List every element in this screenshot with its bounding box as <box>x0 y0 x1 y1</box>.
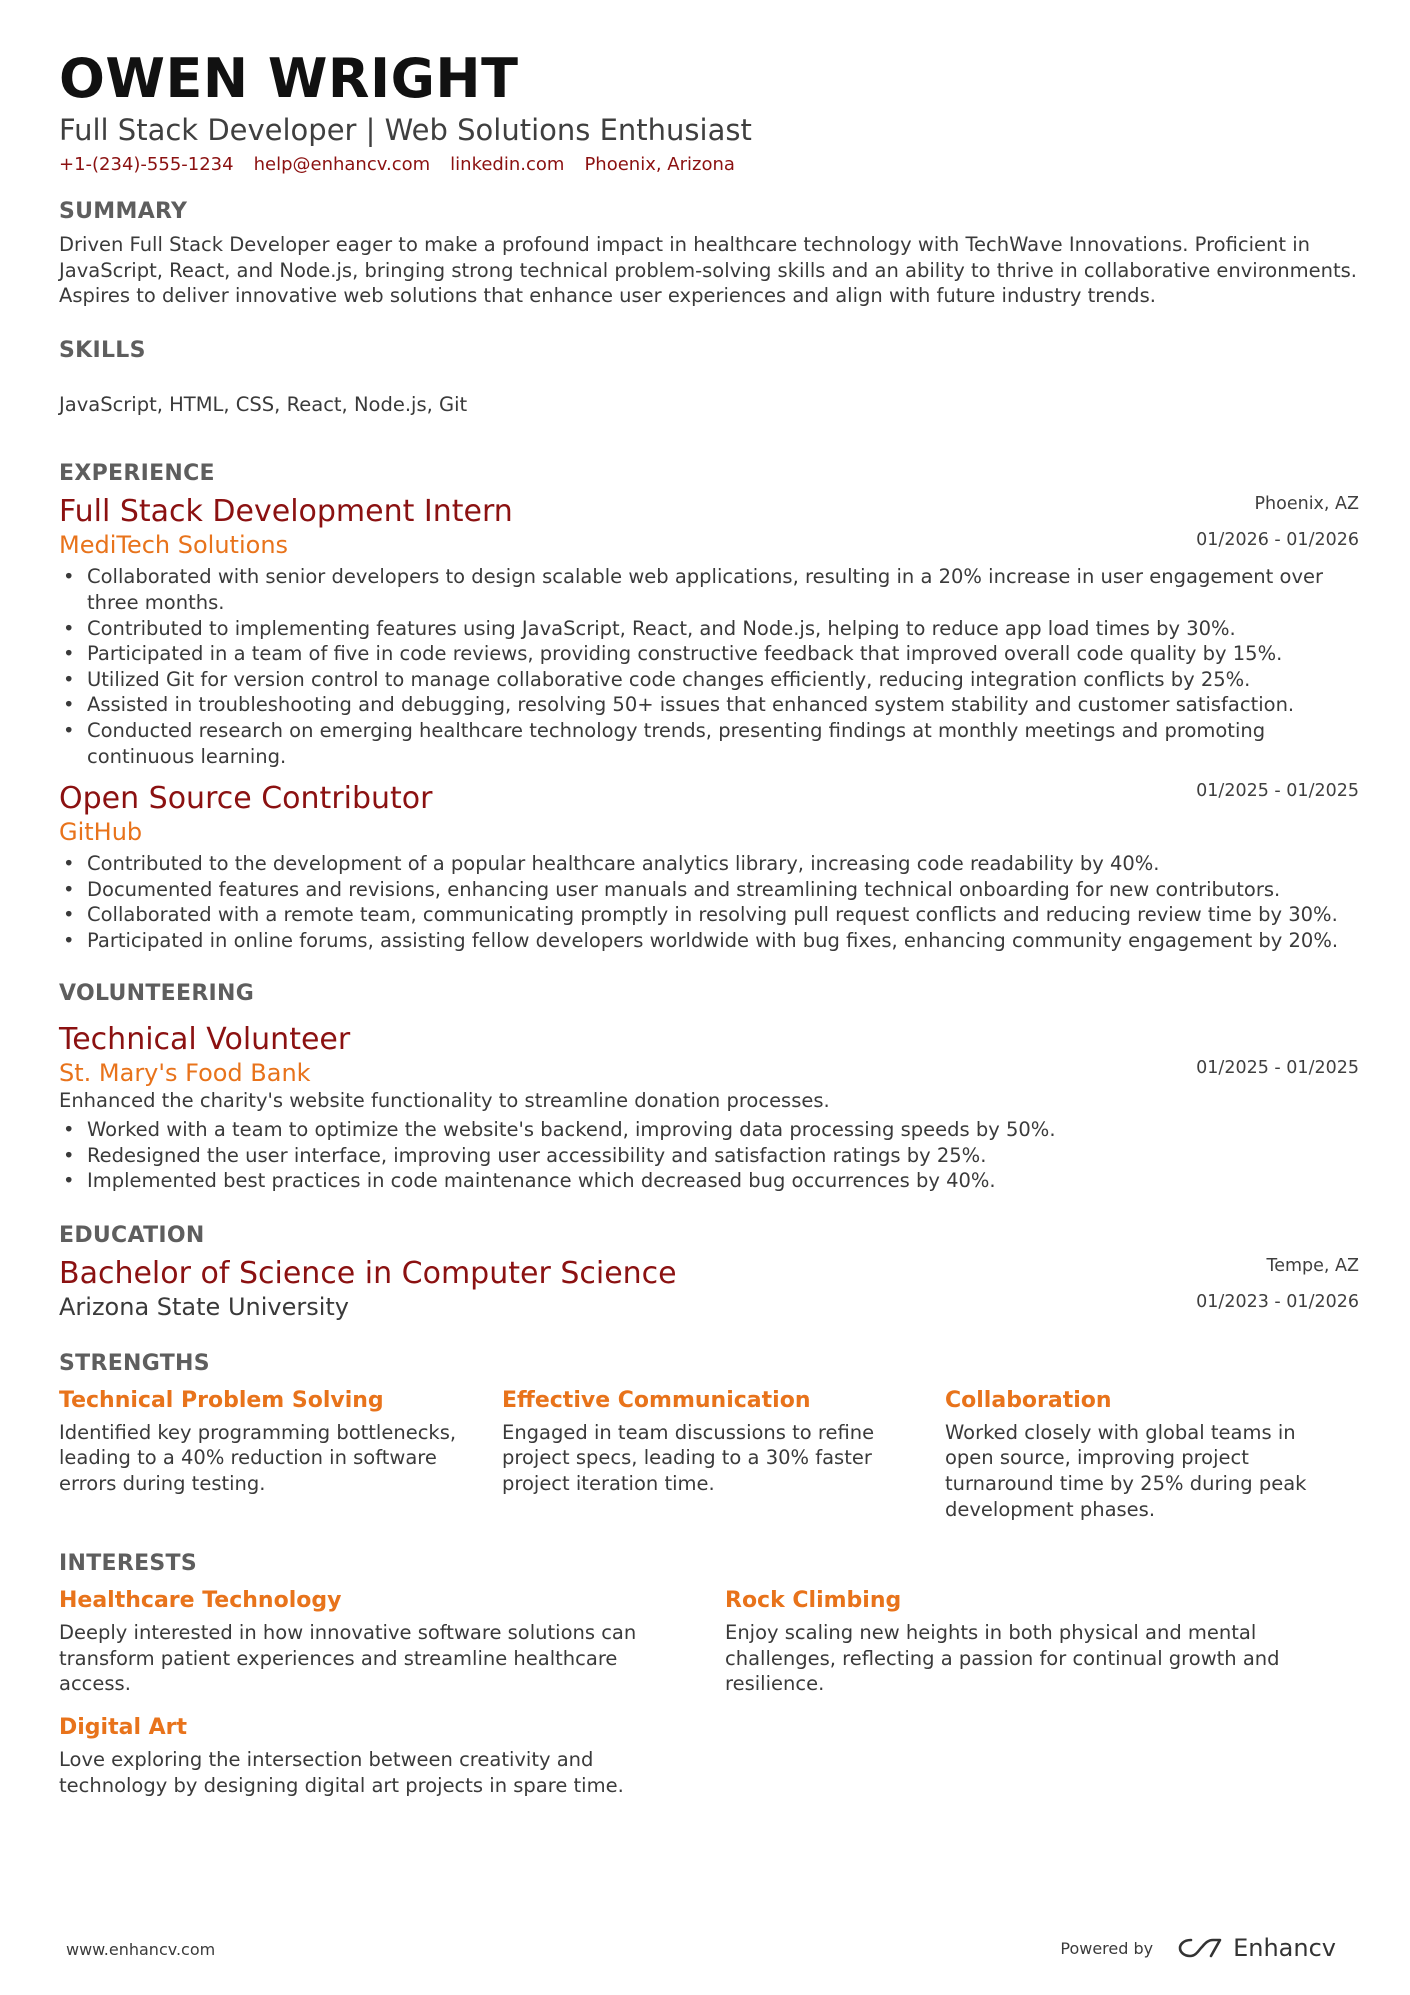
contact-location: Phoenix, Arizona <box>584 154 735 175</box>
brand-logo[interactable] <box>1177 1934 1336 1962</box>
brand-name: Enhancv <box>1233 1934 1336 1962</box>
candidate-title: Full Stack Developer | Web Solutions Enthusiast <box>59 113 752 147</box>
interest-text: Love exploring the intersection between creativity and technology by designing digital art projects in spare time. <box>59 1748 624 1797</box>
experience-entry <box>59 494 1359 769</box>
bullet-item: • Worked with a team to optimize the website's backend, improving data processing speeds by 50%. <box>59 1117 1359 1143</box>
volunteering-heading: VOLUNTEERING <box>59 980 255 1006</box>
skills-text: JavaScript, HTML, CSS, React, Node.js, Git <box>59 392 468 416</box>
strength-title: Technical Problem Solving <box>59 1387 384 1413</box>
interest-card <box>725 1586 1285 1697</box>
entry-dates: 01/2025 - 01/2025 <box>1196 1057 1359 1078</box>
strengths-heading: STRENGTHS <box>59 1350 210 1376</box>
strength-text: Identified key programming bottlenecks, leading to a 40% reduction in software errors during testing. <box>59 1420 457 1496</box>
footer-branding <box>1060 1934 1336 1962</box>
bullet-item: • Collaborated with a remote team, communicating promptly in resolving pull request conflicts and reducing review time by 30%. <box>59 902 1359 928</box>
powered-by-label: Powered by <box>1060 1938 1154 1958</box>
skills-section <box>59 337 1359 418</box>
education-entry <box>59 1256 1359 1322</box>
interest-title: Rock Climbing <box>725 1588 902 1614</box>
contact-row <box>59 152 1359 178</box>
entry-bullets <box>59 1117 1359 1194</box>
strength-card <box>59 1386 459 1522</box>
bullet-item: • Utilized Git for version control to manage collaborative code changes efficiently, reducing integration conflicts by 25%. <box>59 667 1359 693</box>
summary-section <box>59 198 1359 309</box>
skills-heading: SKILLS <box>59 337 146 363</box>
entry-role: Full Stack Development Intern <box>59 494 513 530</box>
strength-card <box>502 1386 902 1522</box>
candidate-name: OWEN WRIGHT <box>59 47 519 110</box>
resume-page <box>59 48 1359 1798</box>
interest-card <box>59 1713 683 1798</box>
experience-heading: EXPERIENCE <box>59 461 215 487</box>
strength-title: Effective Communication <box>502 1387 811 1413</box>
bullet-item: • Assisted in troubleshooting and debugging, resolving 50+ issues that enhanced system stability and customer satisfaction. <box>59 692 1359 718</box>
interest-title: Healthcare Technology <box>59 1588 342 1614</box>
contact-linkedin[interactable]: linkedin.com <box>450 154 565 175</box>
summary-text: Driven Full Stack Developer eager to make a profound impact in healthcare technology with TechWave Innovations. Proficient in JavaScript, React, and Node.js, bringing strong technical problem-solving skills and an ability to thrive in collaborative environments. Aspires to deliver innovative web solutions that enhance user experiences and align with future industry trends. <box>59 233 1357 308</box>
enhancv-logo-icon <box>1177 1936 1223 1960</box>
entry-organization: St. Mary's Food Bank <box>59 1058 311 1087</box>
entry-location: Tempe, AZ <box>1266 1255 1359 1276</box>
entry-school: Arizona State University <box>59 1292 350 1321</box>
entry-dates: 01/2025 - 01/2025 <box>1196 781 1359 802</box>
contact-email[interactable]: help@enhancv.com <box>253 154 431 175</box>
bullet-item: • Contributed to implementing features using JavaScript, React, and Node.js, helping to reduce app load times by 30%. <box>59 616 1359 642</box>
bullet-item: • Participated in online forums, assisting fellow developers worldwide with bug fixes, enhancing community engagement by 20%. <box>59 928 1359 954</box>
interests-heading: INTERESTS <box>59 1551 197 1577</box>
interest-card <box>59 1586 683 1697</box>
bullet-item: • Documented features and revisions, enhancing user manuals and streamlining technical onboarding for new contributors. <box>59 877 1359 903</box>
interest-text: Deeply interested in how innovative software solutions can transform patient experiences and streamline healthcare access. <box>59 1621 637 1696</box>
entry-role: Open Source Contributor <box>59 781 433 817</box>
strengths-section <box>59 1350 1359 1522</box>
education-section <box>59 1222 1359 1322</box>
summary-heading: SUMMARY <box>59 199 188 224</box>
bullet-item: • Implemented best practices in code maintenance which decreased bug occurrences by 40%. <box>59 1168 1359 1194</box>
bullet-item: • Contributed to the development of a popular healthcare analytics library, increasing code readability by 40%. <box>59 851 1359 877</box>
strength-text: Engaged in team discussions to refine project specs, leading to a 30% faster project iteration time. <box>502 1420 875 1496</box>
strength-title: Collaboration <box>945 1387 1112 1413</box>
entry-bullets <box>59 851 1359 953</box>
bullet-item: • Collaborated with senior developers to design scalable web applications, resulting in a 20% increase in user engagement over three months. <box>59 564 1359 615</box>
strength-card <box>945 1386 1345 1522</box>
interest-text: Enjoy scaling new heights in both physical and mental challenges, reflecting a passion for continual growth and resilience. <box>725 1621 1280 1696</box>
bullet-item: • Redesigned the user interface, improving user accessibility and satisfaction ratings by 25%. <box>59 1143 1359 1169</box>
entry-bullets <box>59 564 1359 769</box>
strength-text: Worked closely with global teams in open source, improving project turnaround time by 25% during peak development phases. <box>945 1420 1307 1521</box>
header <box>59 48 1359 178</box>
entry-role: Technical Volunteer <box>59 1021 351 1057</box>
volunteering-section <box>59 980 1359 1194</box>
interests-section <box>59 1550 1359 1798</box>
entry-dates: 01/2023 - 01/2026 <box>1196 1291 1359 1312</box>
experience-entry <box>59 781 1359 953</box>
entry-degree: Bachelor of Science in Computer Science <box>59 1255 677 1291</box>
footer-website[interactable]: www.enhancv.com <box>66 1940 216 1959</box>
entry-company: GitHub <box>59 818 143 847</box>
bullet-item: • Conducted research on emerging healthcare technology trends, presenting findings at monthly meetings and promoting continuous learning. <box>59 718 1359 769</box>
volunteering-entry <box>59 1022 1359 1194</box>
experience-section <box>59 460 1359 953</box>
interests-grid <box>59 1586 1359 1798</box>
entry-dates: 01/2026 - 01/2026 <box>1196 530 1359 551</box>
interest-title: Digital Art <box>59 1715 188 1741</box>
entry-location: Phoenix, AZ <box>1254 494 1359 515</box>
bullet-item: • Participated in a team of five in code reviews, providing constructive feedback that improved overall code quality by 15%. <box>59 641 1359 667</box>
contact-phone[interactable]: +1-(234)-555-1234 <box>59 154 234 175</box>
education-heading: EDUCATION <box>59 1222 205 1248</box>
strengths-grid <box>59 1386 1359 1522</box>
entry-description: Enhanced the charity's website functionality to streamline donation processes. <box>59 1088 830 1112</box>
entry-company: MediTech Solutions <box>59 531 289 560</box>
